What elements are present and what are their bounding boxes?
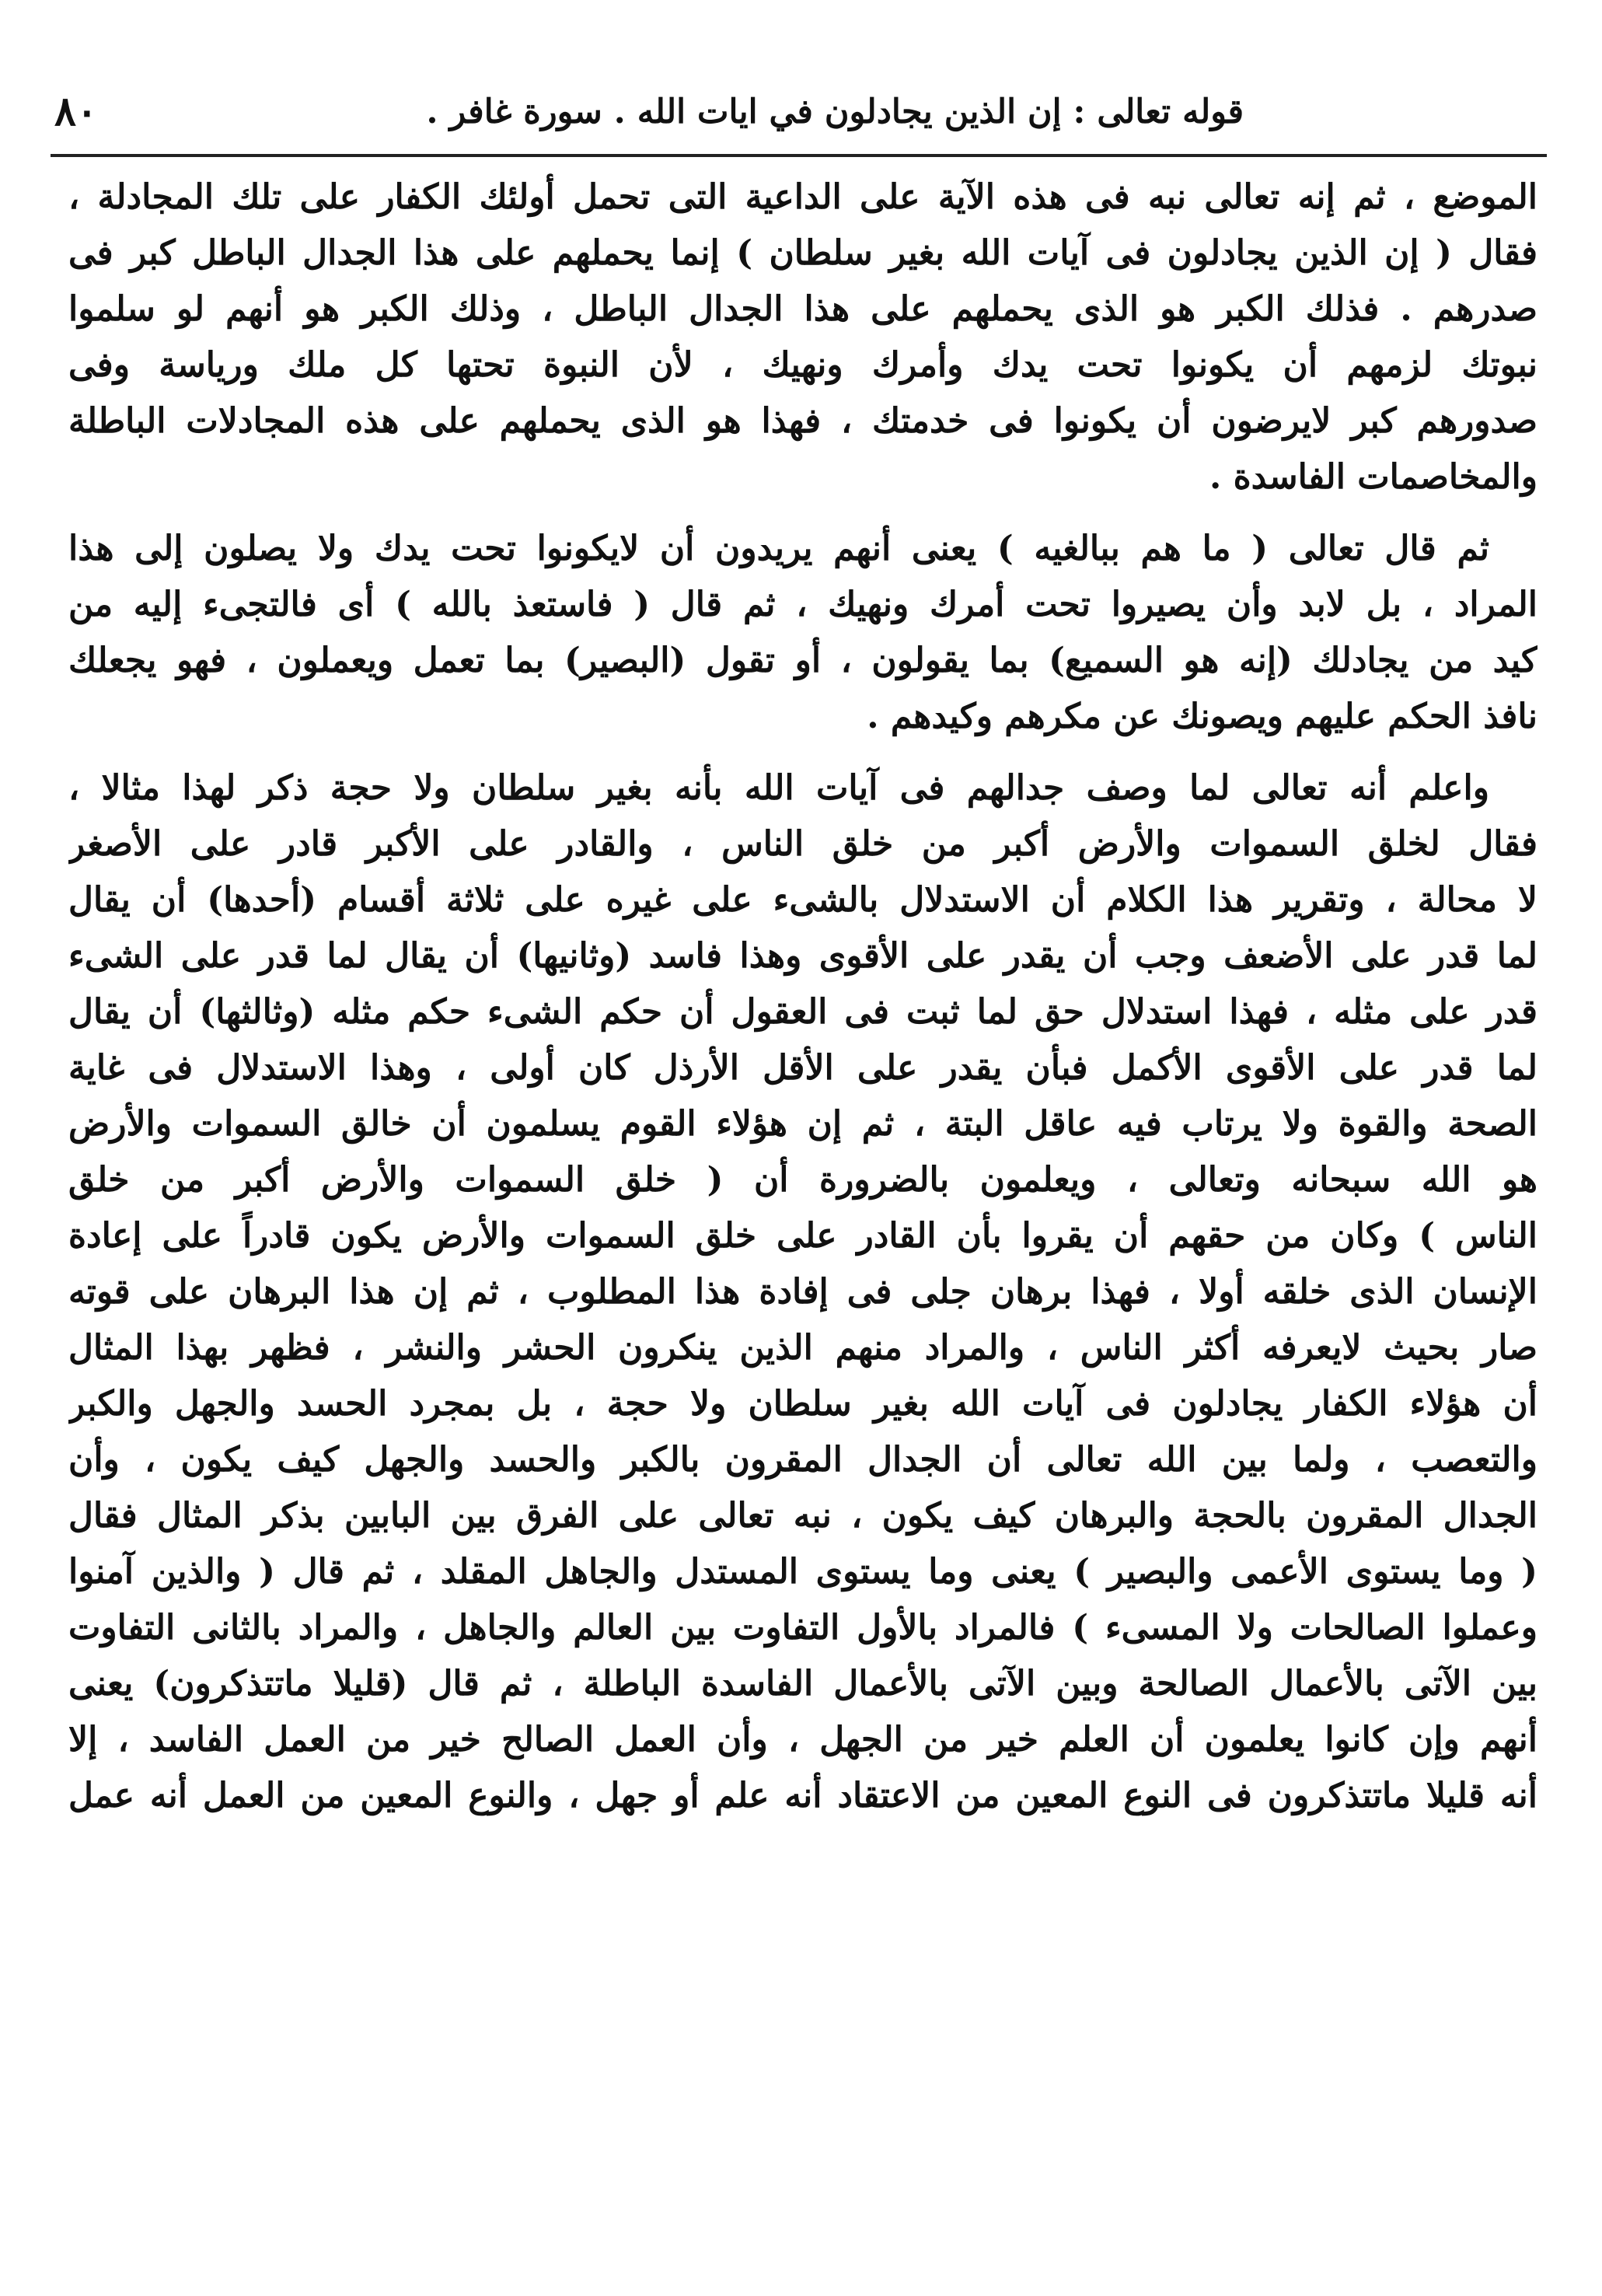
text-line: الجدال المقرون بالحجة والبرهان كيف يكون ، نبه تعالى على الفرق بين البابين بذكر المثال فقال: [68, 1496, 1537, 1536]
text-line: الصحة والقوة ولا يرتاب فيه عاقل البتة ، ثم إن هؤلاء القوم يسلمون أن خالق السموات والأرض: [68, 1104, 1537, 1144]
header-rule: [51, 154, 1547, 157]
text-line: بين الآتى بالأعمال الصالحة وبين الآتى بالأعمال الفاسدة الباطلة ، ثم قال (قليلا ماتتذكرون) يعنى: [68, 1664, 1537, 1704]
text-line: المراد ، بل لابد وأن يصيروا تحت أمرك ونهيك ، ثم قال ( فاستعذ بالله ) أى فالتجىء إليه من: [68, 585, 1537, 624]
text-line: وعملوا الصالحات ولا المسىء ) فالمراد بالأول التفاوت بين العالم والجاهل ، والمراد بالثانى التفاوت: [68, 1608, 1537, 1648]
text-line: الإنسان الذى خلقه أولا ، فهذا برهان جلى فى إفادة هذا المطلوب ، ثم إن هذا البرهان على قوته: [68, 1272, 1537, 1312]
text-line: صدرهم . فذلك الكبر هو الذى يحملهم على هذا الجدال الباطل ، وذلك الكبر هو أنهم لو سلموا: [68, 289, 1537, 329]
text-line: أنه قليلا ماتتذكرون فى النوع المعين من الاعتقاد أنه علم أو جهل ، والنوع المعين من العمل أنه عمل: [68, 1776, 1537, 1815]
text-line: فقال لخلق السموات والأرض أكبر من خلق الناس ، والقادر على الأكبر قادر على الأصغر: [68, 824, 1537, 864]
text-line: والمخاصمات الفاسدة .: [1209, 457, 1537, 497]
text-line: قدر على مثله ، فهذا استدلال حق لما ثبت فى العقول أن حكم الشىء حكم مثله (وثالثها) أن يقال: [68, 992, 1537, 1032]
text-line: لا محالة ، وتقرير هذا الكلام أن الاستدلال بالشىء على غيره على ثلاثة أقسام (أحدها) أن يقال: [68, 880, 1537, 920]
page-header: [54, 86, 1547, 138]
text-line: أن هؤلاء الكفار يجادلون فى آيات الله بغير سلطان ولا حجة ، بل بمجرد الحسد والجهل والكبر: [68, 1384, 1537, 1424]
running-title: قوله تعالى : إن الذين يجادلون في ايات الله . سورة غافر .: [426, 93, 1244, 131]
text-line: نبوتك لزمهم أن يكونوا تحت يدك وأمرك ونهيك ، لأن النبوة تحتها كل ملك ورياسة وفى: [68, 345, 1537, 385]
page-body: [68, 169, 1537, 1824]
paragraph: [68, 760, 1537, 1824]
text-line: ثم قال تعالى ( ما هم ببالغيه ) يعنى أنهم يريدون أن لايكونوا تحت يدك ولا يصلون إلى هذا: [68, 529, 1489, 568]
text-line: كيد من يجادلك (إنه هو السميع) بما يقولون ، أو تقول (البصير) بما تعمل ويعملون ، فهو يجعلك: [68, 641, 1537, 680]
text-line: فقال ( إن الذين يجادلون فى آيات الله بغير سلطان ) إنما يحملهم على هذا الجدال الباطل كبر فى: [68, 233, 1537, 273]
text-line: والتعصب ، ولما بين الله تعالى أن الجدال المقرون بالكبر والحسد والجهل كيف يكون ، وأن: [68, 1440, 1537, 1480]
text-line: لما قدر على الأضعف وجب أن يقدر على الأقوى وهذا فاسد (وثانيها) أن يقال لما قدر على الشىء: [68, 936, 1537, 976]
paragraph: [68, 521, 1537, 745]
text-line: هو الله سبحانه وتعالى ، ويعلمون بالضرورة أن ( خلق السموات والأرض أكبر من خلق: [68, 1160, 1537, 1200]
paragraph: [68, 169, 1537, 505]
text-line: لما قدر على الأقوى الأكمل فبأن يقدر على الأقل الأرذل كان أولى ، وهذا الاستدلال فى غاية: [68, 1048, 1537, 1088]
text-line: الناس ) وكان من حقهم أن يقروا بأن القادر على خلق السموات والأرض يكون قادراً على إعادة: [68, 1216, 1537, 1256]
page-number: ٨٠: [54, 88, 98, 135]
text-line: واعلم أنه تعالى لما وصف جدالهم فى آيات الله بأنه بغير سلطان ولا حجة ذكر لهذا مثالا ،: [68, 768, 1489, 808]
text-line: أنهم وإن كانوا يعلمون أن العلم خير من الجهل ، وأن العمل الصالح خير من العمل الفاسد ، إلا: [68, 1720, 1537, 1760]
text-line: نافذ الحكم عليهم ويصونك عن مكرهم وكيدهم .: [867, 697, 1537, 736]
text-line: صدورهم كبر لايرضون أن يكونوا فى خدمتك ، فهذا هو الذى يحملهم على هذه المجادلات الباطلة: [68, 401, 1537, 441]
text-line: الموضع ، ثم إنه تعالى نبه فى هذه الآية على الداعية التى تحمل أولئك الكفار على تلك المجادلة ،: [68, 177, 1537, 217]
text-line: ( وما يستوى الأعمى والبصير ) يعنى وما يستوى المستدل والجاهل المقلد ، ثم قال ( والذين آمنوا: [68, 1552, 1537, 1592]
text-line: صار بحيث لايعرفه أكثر الناس ، والمراد منهم الذين ينكرون الحشر والنشر ، فظهر بهذا المثال: [68, 1328, 1537, 1368]
